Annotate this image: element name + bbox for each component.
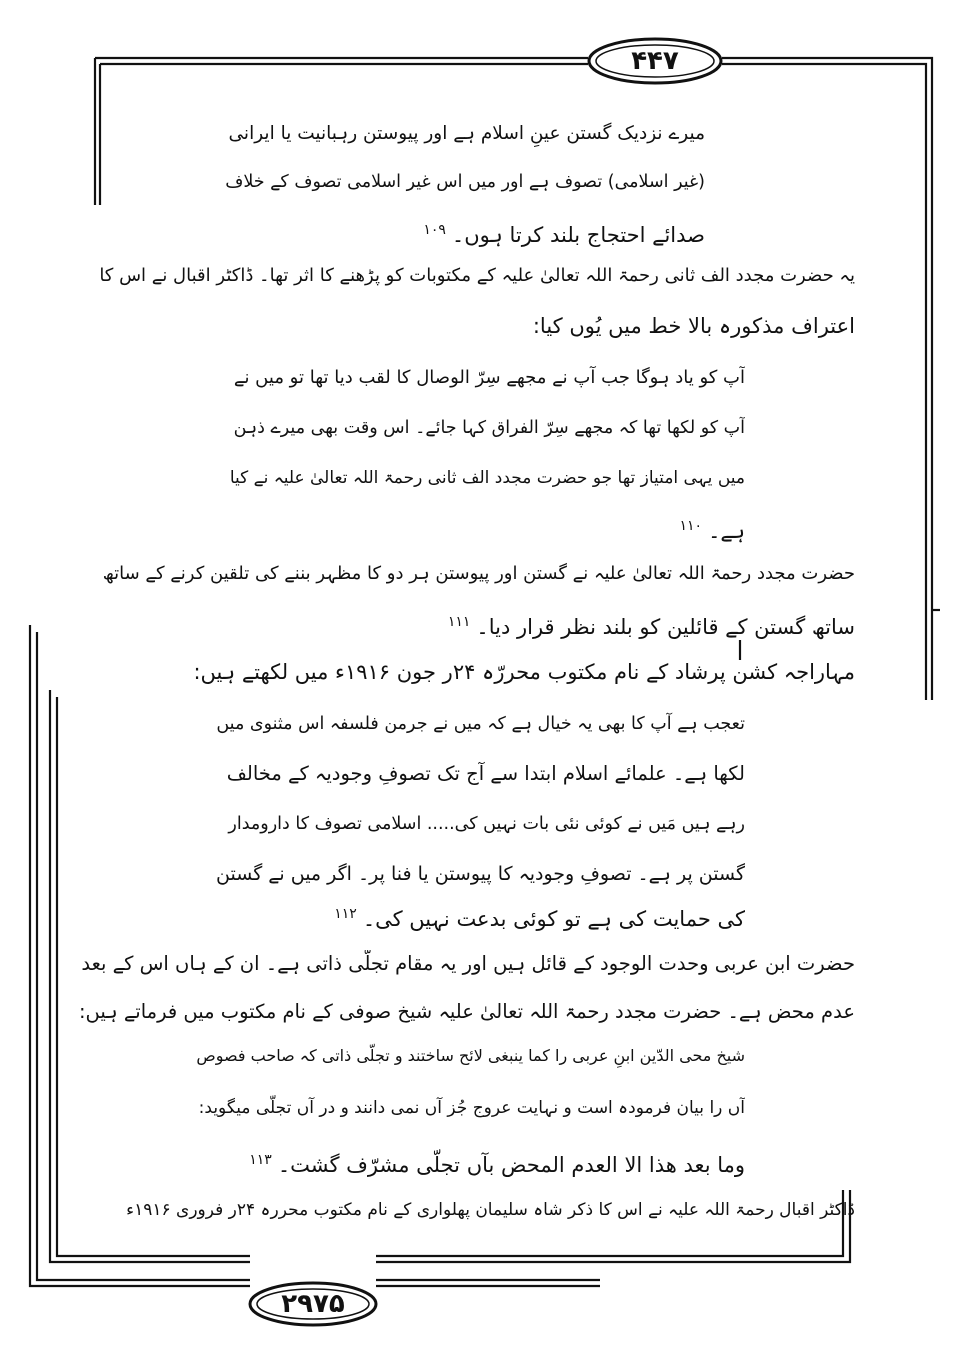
footnote-marker: ۱۱۲ (334, 906, 357, 922)
line-text: لکھا ہے۔ علمائے اسلام ابتدا سے آج تک تصوفِ وجودیہ کے مخالف (226, 762, 745, 785)
text-line (115, 1196, 855, 1224)
text-line (225, 216, 705, 249)
line-text: صدائے احتجاج بلند کرتا ہوں۔ (451, 223, 705, 247)
footnote-marker: ۱۰۹ (423, 222, 446, 238)
text-line (75, 950, 855, 978)
page-number-bottom: ۲۹۷۵ (281, 1289, 345, 1319)
text-line (185, 1146, 745, 1179)
text-line (75, 998, 855, 1026)
text-line (185, 1042, 745, 1070)
page-number-top: ۴۴۷ (631, 46, 679, 76)
text-line (225, 364, 745, 392)
text-line (95, 262, 855, 290)
text-line (215, 710, 745, 738)
line-text: اعتراف مذکورہ بالا خط میں یُوں کیا: (532, 314, 855, 338)
text-line (225, 414, 745, 442)
line-text: گستن پر ہے۔ تصوفِ وجودیہ کا پیوستن یا فنا پر۔ اگر میں نے گستن (216, 863, 745, 885)
text-line (225, 168, 705, 196)
line-text: میں یہی امتیاز تھا جو حضرت مجدد الف ثانی رحمۃ اللہ تعالیٰ علیہ نے کیا (229, 468, 745, 488)
line-text: کی حمایت کی ہے تو کوئی بدعت نہیں کی۔ (362, 907, 745, 931)
footnote-marker: ۱۱۰ (679, 518, 703, 534)
line-text: شیخ محی الدّین ابنِ عربی را کما ینبغی لائح ساختند و تجلّی ذاتی کہ صاحب فصوص (196, 1046, 745, 1065)
text-line (185, 1094, 745, 1122)
text-line (225, 464, 745, 492)
line-text: آں را بیان فرمودہ است و نہایت عروج جُز آں نمی دانند و در آں تجلّی میگوید: (198, 1098, 745, 1118)
text-line (95, 560, 855, 588)
line-text: یہ حضرت مجدد الف ثانی رحمۃ اللہ تعالیٰ علیہ کے مکتوبات کو پڑھنے کا اثر تھا۔ ڈاکٹر اقبال نے اس کا (99, 265, 855, 286)
text-line (225, 512, 745, 545)
line-text: مہاراجہ کشن پرشاد کے نام مکتوب محررّہ ۲۴ر جون ۱۹۱۶ء میں لکھتے ہیں: (193, 660, 855, 684)
text-line (95, 312, 855, 340)
line-text: آپ کو لکھا تھا کہ مجھے سِرّ الفراق کہا جائے۔ اس وقت بھی میرے ذہن (233, 418, 745, 438)
footnote-marker: ۱۱۳ (249, 1152, 272, 1168)
text-line (215, 810, 745, 838)
line-text: ڈاکٹر اقبال رحمۃ اللہ علیہ نے اس کا ذکر شاہ سلیمان پھلواری کے نام مکتوب محررہ ۲۴ر فروری ۱۹۱۶ء (126, 1200, 855, 1220)
text-line (95, 608, 855, 641)
text-line (215, 760, 745, 788)
line-text: تعجب ہے آپ کا بھی یہ خیال ہے کہ میں نے جرمن فلسفہ اس مثنوی میں (216, 714, 745, 734)
line-text: حضرت ابن عربی وحدت الوجود کے قائل ہیں اور یہ مقام تجلّی ذاتی ہے۔ ان کے ہاں اس کے بعد (81, 952, 855, 975)
line-text: میرے نزدیک گستن عینِ اسلام ہے اور پیوستن رہبانیت یا ایرانی (228, 123, 705, 144)
text-line (215, 860, 745, 888)
line-text: ہے۔ (708, 519, 745, 543)
line-text: وما بعد هذا الا العدم المحض بآں تجلّی مشرّف گشت۔ (277, 1153, 745, 1177)
text-line (215, 900, 745, 933)
text-line (115, 658, 855, 686)
line-text: آپ کو یاد ہوگا جب آپ نے مجھے سِرّ الوصال کا لقب دیا تھا تو میں نے (233, 367, 745, 388)
line-text: ساتھ گستن کے قائلین کو بلند نظر قرار دیا۔ (476, 615, 855, 639)
footnote-marker: ۱۱۱ (447, 614, 471, 630)
text-line (225, 120, 705, 148)
line-text: (غیر اسلامی) تصوف ہے اور میں اس غیر اسلامی تصوف کے خلاف (225, 172, 705, 192)
line-text: عدم محض ہے۔ حضرت مجدد رحمۃ اللہ تعالیٰ علیہ شیخ صوفی کے نام مکتوب میں فرماتے ہیں: (78, 1000, 855, 1023)
line-text: رہے ہیں مَیں نے کوئی نئی بات نہیں کی..... اسلامی تصوف کا دارومدار (228, 814, 745, 834)
line-text: حضرت مجدد رحمۃ اللہ تعالیٰ علیہ نے گستن اور پیوستن ہر دو کا مظہر بننے کی تلقین کرنے کے ساتھ (102, 563, 855, 584)
